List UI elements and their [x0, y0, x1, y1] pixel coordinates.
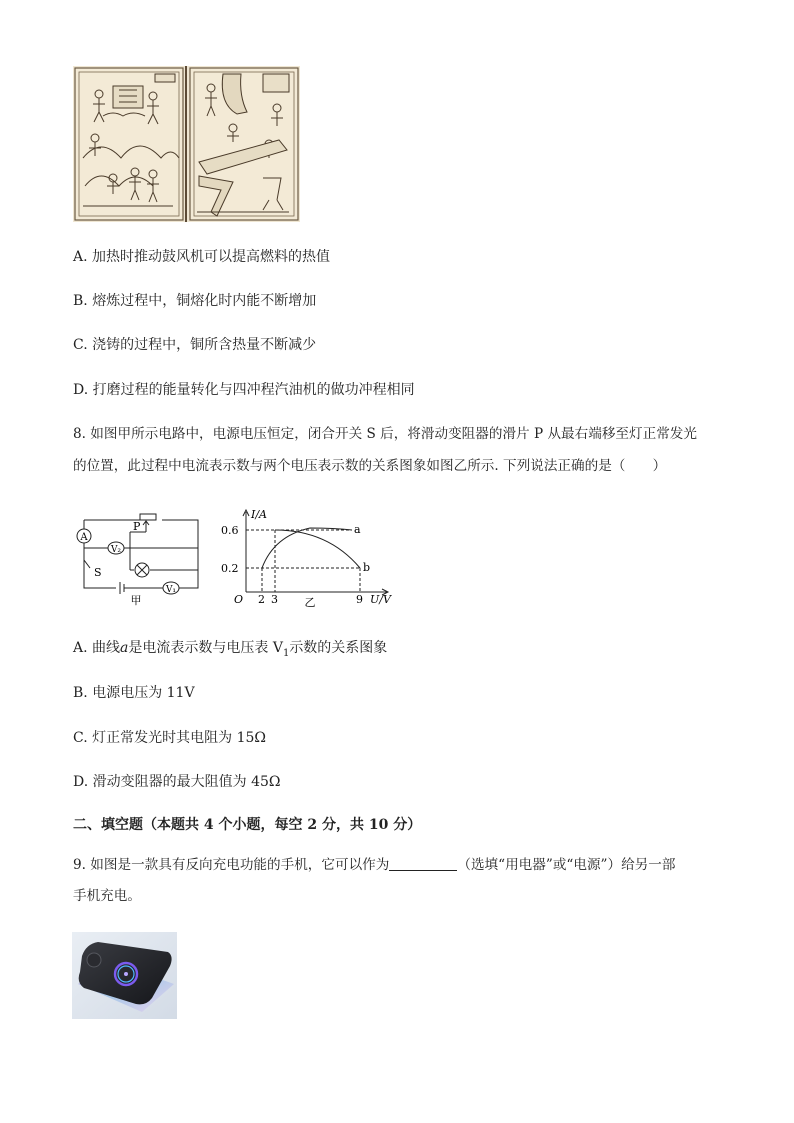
q9-stem-pre: 9. 如图是一款具有反向充电功能的手机，它可以作为 — [73, 857, 390, 873]
option-text: 电源电压为 11V — [92, 685, 195, 701]
q9-stem-post: （选填“用电器”或“电源”）给另一部 — [457, 857, 676, 873]
option-text: 加热时推动鼓风机可以提高燃料的热值 — [92, 249, 331, 265]
option-text-mid: 是电流表示数与电压表 V — [128, 640, 283, 656]
q7-option-a — [73, 247, 330, 267]
ammeter-label: A — [80, 532, 88, 543]
switch-label: S — [94, 566, 102, 579]
xtick-2: 2 — [258, 593, 265, 606]
rheostat — [140, 514, 156, 520]
ytick-0.2: 0.2 — [221, 562, 239, 575]
y-axis-label: I/A — [251, 508, 267, 521]
option-var: a — [120, 640, 129, 656]
curve-b — [275, 530, 360, 568]
option-letter: D. — [73, 774, 89, 790]
xtick-3: 3 — [271, 593, 278, 606]
circuit-caption: 甲 — [130, 594, 142, 606]
camera-module — [87, 953, 101, 967]
option-text-post: 示数的关系图象 — [289, 640, 388, 656]
q8-graph — [218, 506, 404, 608]
q7-option-b — [73, 291, 316, 311]
q8-option-a — [73, 638, 387, 664]
origin-label: O — [234, 593, 244, 606]
option-letter: B. — [73, 685, 88, 701]
graph-caption: 乙 — [304, 596, 316, 608]
answer-blank[interactable] — [389, 856, 457, 871]
option-text-pre: 曲线 — [92, 640, 121, 656]
q8-option-c — [73, 728, 266, 748]
q8-stem-line1: 8. 如图甲所示电路中，电源电压恒定，闭合开关 S 后，将滑动变阻器的滑片 P 从最右端移至灯正常发光 — [73, 426, 697, 442]
option-sub: 1 — [282, 647, 290, 659]
q7-option-c — [73, 335, 316, 355]
option-text: 灯正常发光时其电阻为 15Ω — [92, 730, 266, 746]
q8-stem-line2: 的位置，此过程中电流表示数与两个电压表示数的关系图象如图乙所示. 下列说法正确的是（ ） — [73, 458, 667, 474]
option-text: 浇铸的过程中，铜所含热量不断减少 — [92, 337, 317, 353]
ytick-0.6: 0.6 — [221, 524, 239, 537]
curve-a-label: a — [354, 523, 361, 536]
option-letter: C. — [73, 730, 88, 746]
option-text: 打磨过程的能量转化与四冲程汽油机的做功冲程相同 — [92, 382, 415, 398]
q9-stem-line1 — [73, 855, 675, 875]
option-letter: C. — [73, 337, 88, 353]
option-letter: B. — [73, 293, 88, 309]
q9-stem-line2: 手机充电。 — [73, 888, 141, 904]
q8-option-d — [73, 772, 281, 792]
option-text: 滑动变阻器的最大阻值为 45Ω — [92, 774, 281, 790]
option-letter: A. — [73, 249, 88, 265]
q9-phone-image — [72, 932, 177, 1019]
curve-b-label: b — [363, 561, 371, 574]
switch — [84, 560, 90, 568]
v1-label: V₁ — [165, 585, 177, 595]
xtick-9: 9 — [356, 593, 363, 606]
q7-illustration — [73, 66, 300, 222]
q7-option-d — [73, 380, 415, 400]
option-text: 熔炼过程中，铜熔化时内能不断增加 — [92, 293, 317, 309]
x-axis-label: U/V — [370, 593, 391, 606]
q8-option-b — [73, 683, 195, 703]
slider-label: P — [133, 520, 141, 533]
option-letter: A. — [73, 640, 88, 656]
q8-circuit-diagram — [70, 510, 205, 606]
v2-label: V₂ — [110, 545, 122, 555]
option-letter: D. — [73, 382, 89, 398]
section-heading: 二、填空题（本题共 4 个小题，每空 2 分，共 10 分） — [73, 817, 422, 833]
